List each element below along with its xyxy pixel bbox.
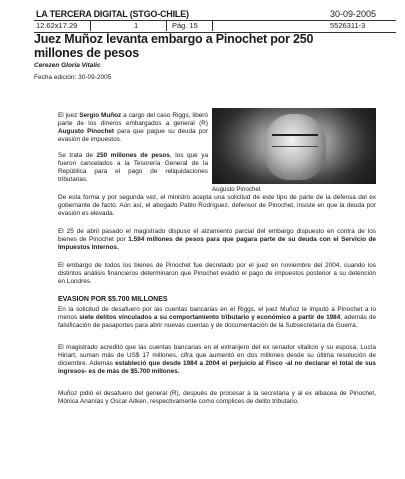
bold-text-run: 250 millones de pesos [96,152,170,159]
paragraph [58,194,376,218]
paragraph [58,228,376,252]
photo-caption: Augusto Pinochet [212,186,261,193]
bold-text-run: siete delitos vinculados a su comportamiento tributario y económico a partir de 1984 [79,314,341,321]
paragraph [58,306,376,330]
text-run: Se trata de [58,152,97,159]
bold-text-run: Sergio Muñoz [79,112,122,119]
paragraph [58,390,376,406]
bold-text-run: 1.594 millones de pesos para que pagara parte de su deuda con el Servicio de Impuestos Internos. [58,236,376,251]
text-run: El juez [58,112,80,119]
text-run: El magistrado acreditó que las cuentas bancarias en el extranjero del ex senador vitalicio y su esposa, Lucía Hiriart, suman más de US$ 17 millones, cifra que aumentó en dos millones desde su última resolución de diciembre. Además [58,344,376,367]
source-name: LA TERCERA DIGITAL (STGO-CHILE) [36,9,189,19]
article-author: Cerezen Gloria Vitalic [34,62,101,69]
paragraph [58,344,376,376]
meta-divider [90,21,91,31]
clipping-number: 1 [134,21,139,30]
clipping-size: 12.62x17.29 [36,21,78,30]
section-subheading: EVASION POR $5.700 MILLONES [58,296,168,303]
article-title: Juez Muñoz levanta embargo a Pinochet por 250 millones de pesos [34,32,314,60]
paragraph [58,152,208,184]
text-run: para que pague su deuda por evasión de impuestos. [58,128,208,143]
text-run: Muñoz pidió el desafuero del general (R), después de procesar a la secretaria y al ex albacea de Pinochet, Mónica Ananías y Oscar Aitken, respectivamente como cómplices de delito tributario. [58,390,376,405]
bold-text-run: Augusto Pinochet [58,128,115,135]
text-run: , los que ya fueron cancelados a la Tesorería General de la República para el pago de reliquidaciones tributarias. [58,152,209,183]
paragraph [58,112,208,144]
edition-date: Fecha edición: 30-09-2005 [34,74,112,81]
clipping-code: 5526311-3 [330,21,366,30]
paragraph [58,262,376,286]
pinochet-photo [212,108,376,184]
text-run: En la solicitud de desafuero por las cuentas bancarias en el Riggs, el juez Muñoz le imputó a Pinochet a lo menos [58,306,376,321]
page-number: Pág. 15 [172,21,198,30]
meta-divider [166,21,167,31]
publication-date: 30-09-2005 [329,9,376,19]
text-run: El embargo de todos los bienes de Pinochet fue decretado por el juez en noviembre del 2004, cuando los distintos análisis financieros determinaron que Pinochet evadió el pago de impuestos posterior a su detención en Londres. [58,262,376,285]
bold-text-run: estableció que desde 1984 a 2004 el perjuicio al Fisco -al no declarar el total de sus ingresos- es de más de $5.700 millones. [58,360,376,375]
meta-divider [212,21,213,31]
text-run: El 25 de abril pasado el magistrado dispuso el alzamiento parcial del embargo dispuesto en contra de los bienes de Pinochet por [58,228,376,243]
photo-shading [212,108,376,184]
text-run: , además de falsificación de pasaportes para abrir nuevas cuentas y de documentación de la Subsecretaría de Guerra. [58,314,377,329]
text-run: De esta forma y por segunda vez, el ministro acepta una solicitud de este tipo de parte de la defensa del ex gobernante de facto. Aún así, el abogado Pablo Rodríguez, defensor de Pinochet, insiste en que la deuda por evasión es elevada. [58,194,376,217]
text-run: a cargo del caso Riggs, liberó parte de los dineros embargados a general (R) [58,112,208,127]
